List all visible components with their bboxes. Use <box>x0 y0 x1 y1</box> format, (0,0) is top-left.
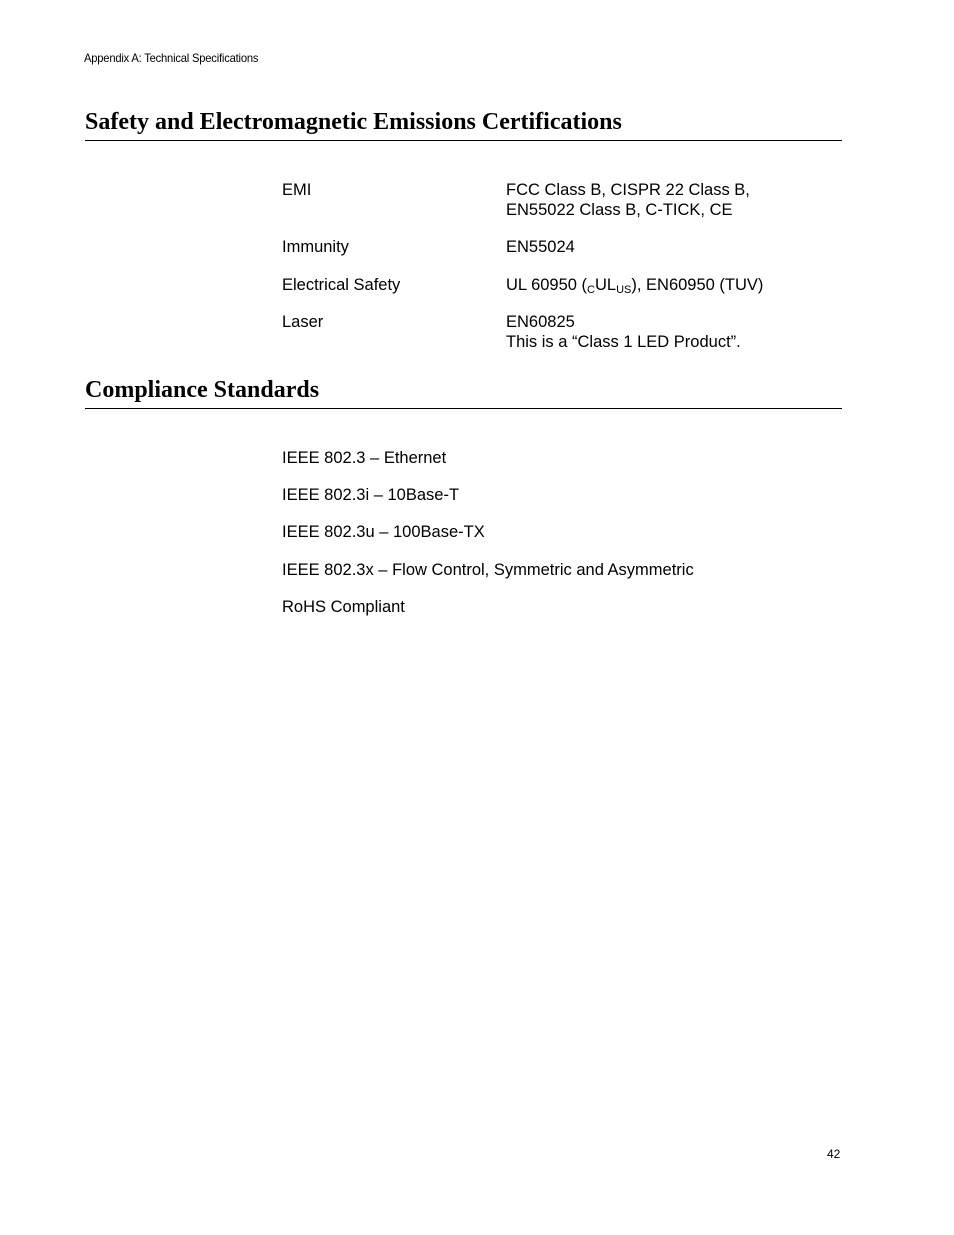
spec-value-line <box>506 275 763 295</box>
ul-prefix: UL 60950 ( <box>506 276 588 294</box>
spec-label: EMI <box>282 181 312 199</box>
running-header: Appendix A: Technical Specifications <box>84 51 259 65</box>
spec-label: Electrical Safety <box>282 276 401 294</box>
spec-value <box>506 275 763 295</box>
standard-item: IEEE 802.3 – Ethernet <box>282 449 447 467</box>
standard-item: IEEE 802.3u – 100Base-TX <box>282 523 485 541</box>
ul-sub-us: US <box>616 284 632 296</box>
ul-suffix: ), EN60950 (TUV) <box>631 276 764 294</box>
spec-value <box>506 312 741 352</box>
ul-mark: UL <box>594 276 617 294</box>
spec-label: Immunity <box>282 238 349 256</box>
spec-value <box>506 180 750 220</box>
spec-value-line: FCC Class B, CISPR 22 Class B, <box>506 181 750 199</box>
spec-label: Laser <box>282 313 324 331</box>
standard-item: IEEE 802.3x – Flow Control, Symmetric and Asymmetric <box>282 561 694 579</box>
page-number: 42 <box>827 1147 841 1161</box>
section-title-compliance: Compliance Standards <box>85 376 842 409</box>
ul-sub-c: C <box>587 284 595 296</box>
spec-value-line: EN55022 Class B, C-TICK, CE <box>506 201 733 219</box>
spec-value-line: EN60825 <box>506 313 575 331</box>
standard-item: IEEE 802.3i – 10Base-T <box>282 486 460 504</box>
spec-value-line: This is a “Class 1 LED Product”. <box>506 333 741 351</box>
standard-item: RoHS Compliant <box>282 598 405 616</box>
spec-value <box>506 237 575 257</box>
spec-value-line: EN55024 <box>506 238 575 256</box>
section-title-safety: Safety and Electromagnetic Emissions Certifications <box>85 108 842 141</box>
